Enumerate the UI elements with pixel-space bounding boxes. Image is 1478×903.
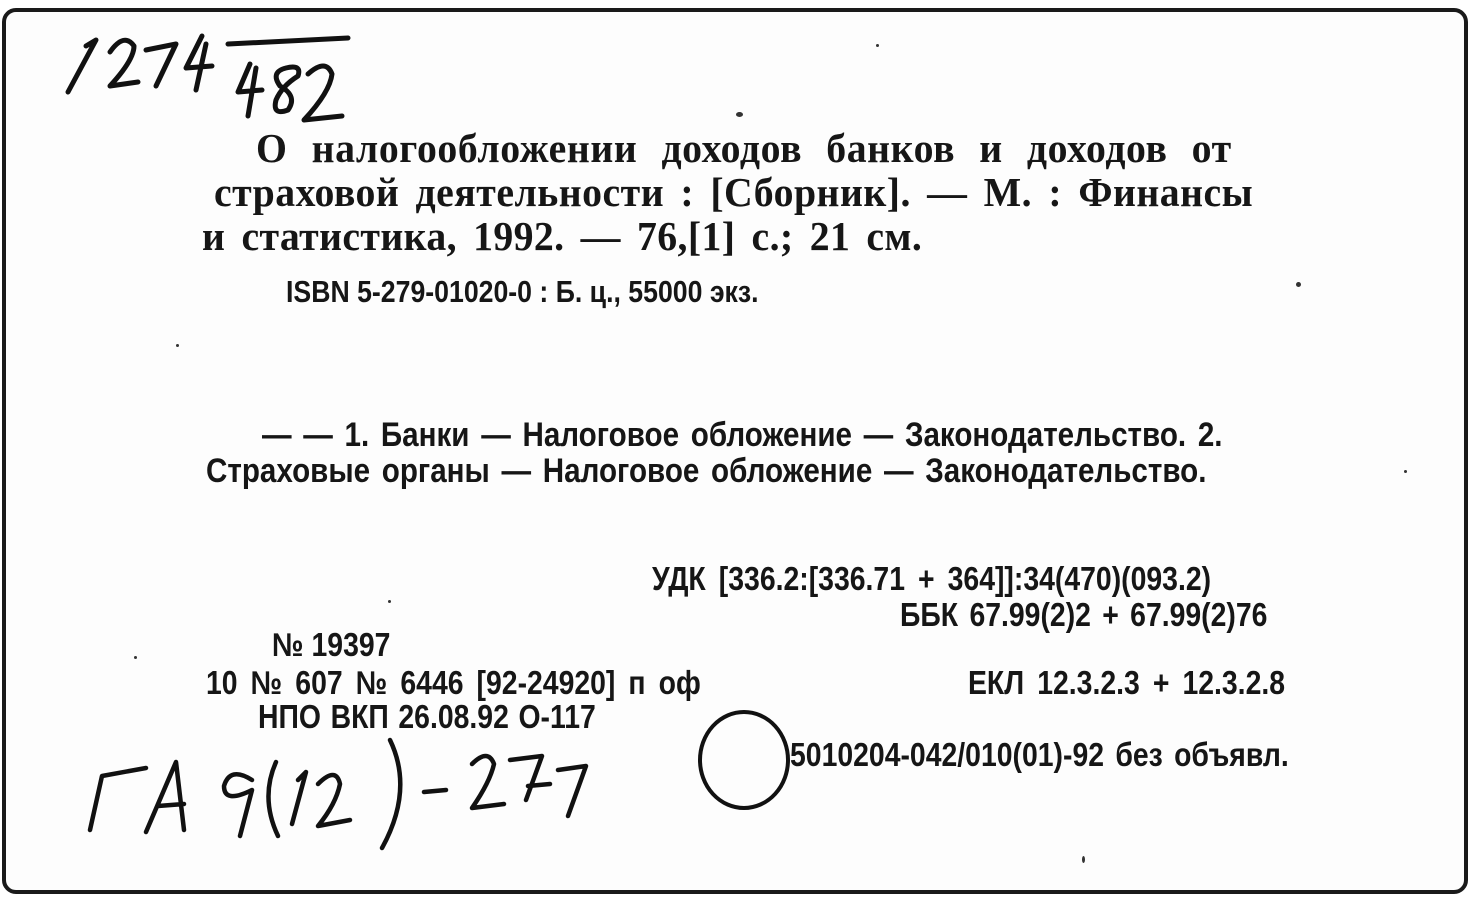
scan-speck bbox=[1082, 856, 1085, 863]
handwritten-shelfmark bbox=[80, 720, 640, 850]
npo-line: НПО ВКП 26.08.92 О-117 bbox=[258, 698, 596, 735]
handwritten-inventory-number bbox=[40, 20, 370, 130]
service-line: 10 № 607 № 6446 [92-24920] п оф bbox=[206, 664, 701, 701]
udk-line: УДК [336.2:[336.71 + 364]]:34(470)(093.2) bbox=[652, 560, 1212, 597]
title-line-1: О налогообложении доходов банков и доходов от bbox=[256, 125, 1232, 171]
title-line-2: страховой деятельности : [Сборник]. — М. : Финансы bbox=[214, 169, 1254, 215]
scan-speck bbox=[1404, 470, 1407, 473]
subject-line-1: — — 1. Банки — Налоговое обложение — Законодательство. 2. bbox=[262, 416, 1223, 454]
scan-speck bbox=[1296, 282, 1301, 287]
record-number: № 19397 bbox=[272, 626, 391, 663]
scan-speck bbox=[134, 656, 137, 659]
code-line: 5010204-042/010(01)-92 без объявл. bbox=[790, 736, 1289, 773]
circle-mark-icon bbox=[694, 704, 798, 816]
isbn-line: ISBN 5-279-01020-0 : Б. ц., 55000 экз. bbox=[286, 274, 759, 309]
scan-speck bbox=[176, 344, 179, 347]
bbk-line: ББК 67.99(2)2 + 67.99(2)76 bbox=[900, 596, 1268, 633]
scan-speck bbox=[876, 44, 879, 47]
scan-speck bbox=[736, 112, 743, 117]
scan-speck bbox=[388, 600, 391, 603]
title-line-3: и статистика, 1992. — 76,[1] с.; 21 см. bbox=[202, 213, 923, 259]
ekl-line: ЕКЛ 12.3.2.3 + 12.3.2.8 bbox=[968, 664, 1286, 701]
subject-line-2: Страховые органы — Налоговое обложение — Законодательство. bbox=[206, 452, 1207, 490]
